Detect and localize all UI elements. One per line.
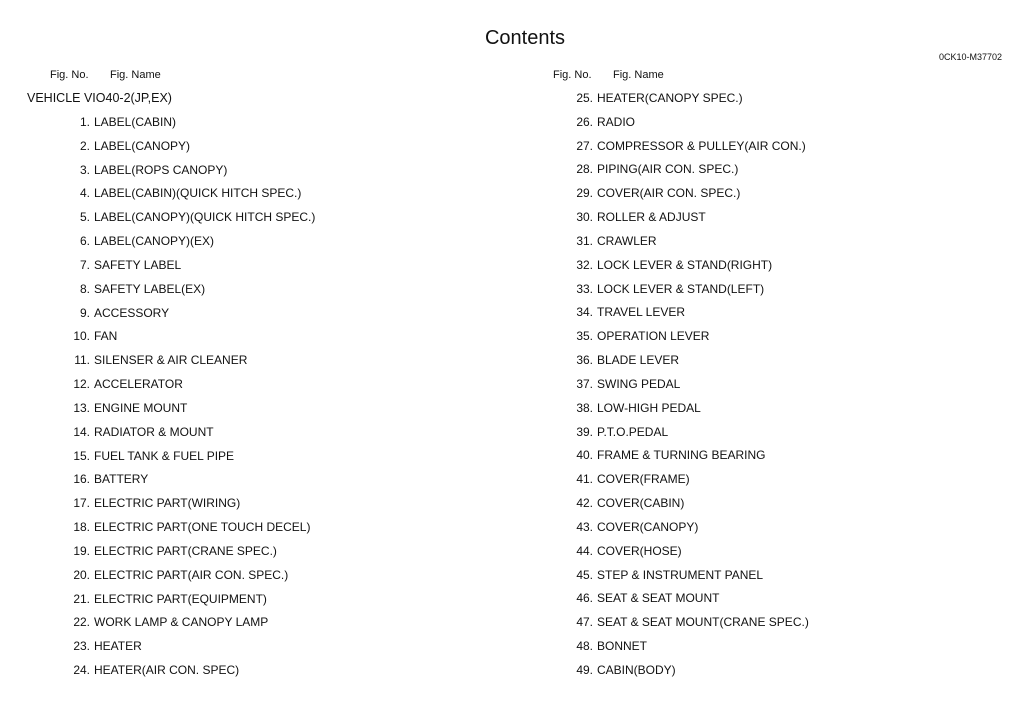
fig-number: 49. bbox=[576, 662, 593, 677]
fig-number: 5. bbox=[79, 210, 90, 225]
fig-number: 13. bbox=[73, 400, 90, 415]
fig-number: 9. bbox=[79, 305, 90, 320]
fig-number: 3. bbox=[79, 162, 90, 177]
fig-name: ENGINE MOUNT bbox=[94, 400, 188, 415]
contents-entry[interactable] bbox=[0, 185, 897, 201]
fig-number: 19. bbox=[73, 543, 90, 558]
fig-number: 10. bbox=[73, 329, 90, 344]
fig-number: 41. bbox=[576, 472, 593, 487]
contents-entry[interactable] bbox=[0, 447, 897, 463]
fig-number: 22. bbox=[73, 615, 90, 630]
fig-number: 46. bbox=[576, 591, 593, 606]
fig-number: 40. bbox=[576, 448, 593, 463]
fig-number: 47. bbox=[576, 615, 593, 630]
contents-entry[interactable] bbox=[0, 257, 897, 273]
fig-name: CRAWLER bbox=[597, 233, 657, 248]
fig-number: 27. bbox=[576, 138, 593, 153]
fig-name: ACCELERATOR bbox=[94, 377, 183, 392]
fig-number: 17. bbox=[73, 496, 90, 511]
contents-entry[interactable] bbox=[0, 376, 897, 392]
fig-number: 25. bbox=[576, 91, 593, 105]
fig-name: COVER(AIR CON. SPEC.) bbox=[597, 186, 741, 201]
fig-name: ROLLER & ADJUST bbox=[597, 210, 706, 225]
document-code: 0CK10-M37702 bbox=[939, 52, 1003, 62]
contents-entry[interactable] bbox=[0, 567, 897, 583]
contents-entry[interactable] bbox=[0, 424, 897, 440]
fig-name: SAFETY LABEL(EX) bbox=[94, 281, 206, 296]
fig-name: BONNET bbox=[597, 639, 648, 654]
fig-name: TRAVEL LEVER bbox=[597, 305, 686, 320]
contents-entry[interactable] bbox=[0, 471, 897, 487]
fig-name: LOW-HIGH PEDAL bbox=[597, 400, 701, 415]
contents-entry[interactable] bbox=[0, 90, 897, 106]
fig-name: COMPRESSOR & PULLEY(AIR CON.) bbox=[597, 138, 806, 153]
fig-name-header: Fig. Name bbox=[613, 69, 664, 81]
fig-number: 24. bbox=[73, 663, 90, 678]
contents-entry[interactable] bbox=[0, 638, 897, 654]
contents-entry[interactable] bbox=[0, 543, 897, 559]
fig-name: ELECTRIC PART(WIRING) bbox=[94, 496, 241, 511]
fig-name: FUEL TANK & FUEL PIPE bbox=[94, 448, 235, 463]
fig-name: SAFETY LABEL bbox=[94, 257, 182, 272]
contents-entry[interactable] bbox=[0, 233, 897, 249]
fig-number: 2. bbox=[79, 138, 90, 153]
fig-name: SEAT & SEAT MOUNT bbox=[597, 591, 720, 606]
fig-name: ELECTRIC PART(AIR CON. SPEC.) bbox=[94, 567, 289, 582]
fig-name: LABEL(CANOPY)(QUICK HITCH SPEC.) bbox=[94, 210, 316, 225]
fig-no-header: Fig. No. bbox=[50, 69, 89, 81]
fig-number: 33. bbox=[576, 281, 593, 296]
contents-entry[interactable] bbox=[0, 662, 897, 678]
fig-name: BATTERY bbox=[94, 472, 149, 487]
fig-number: 12. bbox=[73, 377, 90, 392]
fig-number: 28. bbox=[576, 162, 593, 177]
contents-entry[interactable] bbox=[0, 519, 897, 535]
fig-name: SEAT & SEAT MOUNT(CRANE SPEC.) bbox=[597, 615, 809, 630]
fig-number: 14. bbox=[73, 424, 90, 439]
fig-name: COVER(FRAME) bbox=[597, 472, 690, 487]
fig-number: 36. bbox=[576, 353, 593, 368]
fig-number: 4. bbox=[79, 186, 90, 201]
fig-number: 8. bbox=[79, 281, 90, 296]
fig-number: 39. bbox=[576, 424, 593, 439]
fig-number: 48. bbox=[576, 639, 593, 654]
fig-number: 29. bbox=[576, 186, 593, 201]
fig-number: 21. bbox=[73, 591, 90, 606]
contents-entry[interactable] bbox=[0, 352, 897, 368]
fig-name: LABEL(CANOPY) bbox=[94, 138, 191, 153]
fig-number: 18. bbox=[73, 520, 90, 535]
contents-entry[interactable] bbox=[0, 328, 897, 344]
fig-name: STEP & INSTRUMENT PANEL bbox=[597, 567, 764, 582]
fig-name: CABIN(BODY) bbox=[597, 662, 676, 677]
fig-number: 20. bbox=[73, 567, 90, 582]
fig-name: FRAME & TURNING BEARING bbox=[597, 448, 766, 463]
fig-name: PIPING(AIR CON. SPEC.) bbox=[597, 162, 739, 177]
fig-name: LABEL(CANOPY)(EX) bbox=[94, 234, 215, 249]
fig-name: COVER(HOSE) bbox=[597, 543, 682, 558]
fig-name: ELECTRIC PART(ONE TOUCH DECEL) bbox=[94, 520, 311, 535]
fig-name: HEATER(AIR CON. SPEC) bbox=[94, 663, 240, 678]
fig-name: COVER(CANOPY) bbox=[597, 519, 699, 534]
contents-entry[interactable] bbox=[0, 400, 897, 416]
fig-number: 1. bbox=[79, 115, 90, 129]
fig-name: LABEL(CABIN) bbox=[94, 115, 177, 129]
fig-number: 37. bbox=[576, 376, 593, 391]
contents-entry[interactable] bbox=[0, 161, 897, 177]
contents-entry[interactable] bbox=[0, 138, 897, 154]
fig-name: SWING PEDAL bbox=[597, 376, 681, 391]
fig-name: ACCESSORY bbox=[94, 305, 170, 320]
page-title: Contents bbox=[484, 27, 566, 49]
fig-name: ELECTRIC PART(CRANE SPEC.) bbox=[94, 543, 277, 558]
fig-number: 30. bbox=[576, 210, 593, 225]
fig-name: LOCK LEVER & STAND(RIGHT) bbox=[597, 257, 773, 272]
fig-number: 11. bbox=[74, 353, 90, 368]
contents-entry[interactable] bbox=[0, 281, 897, 297]
fig-name: LABEL(CABIN)(QUICK HITCH SPEC.) bbox=[94, 186, 302, 201]
fig-number: 35. bbox=[576, 329, 593, 344]
fig-name: FAN bbox=[94, 329, 118, 344]
fig-number: 38. bbox=[576, 400, 593, 415]
section-heading: VEHICLE VIO40-2(JP,EX) bbox=[27, 91, 172, 105]
fig-name: P.T.O.PEDAL bbox=[597, 424, 669, 439]
contents-entry[interactable] bbox=[0, 590, 897, 606]
fig-number: 34. bbox=[576, 305, 593, 320]
fig-name: SILENSER & AIR CLEANER bbox=[94, 353, 248, 368]
contents-entry[interactable] bbox=[0, 304, 897, 320]
contents-entry[interactable] bbox=[0, 114, 897, 130]
fig-name: OPERATION LEVER bbox=[597, 329, 710, 344]
fig-number: 16. bbox=[73, 472, 90, 487]
fig-number: 45. bbox=[576, 567, 593, 582]
fig-name: COVER(CABIN) bbox=[597, 496, 685, 511]
fig-number: 32. bbox=[576, 257, 593, 272]
fig-name: ELECTRIC PART(EQUIPMENT) bbox=[94, 591, 267, 606]
fig-number: 31. bbox=[576, 233, 593, 248]
contents-entry[interactable] bbox=[0, 614, 897, 630]
fig-no-header: Fig. No. bbox=[553, 69, 592, 81]
fig-number: 6. bbox=[79, 234, 90, 249]
fig-name: HEATER(CANOPY SPEC.) bbox=[597, 91, 743, 105]
contents-entry[interactable] bbox=[0, 209, 897, 225]
fig-name: LOCK LEVER & STAND(LEFT) bbox=[597, 281, 765, 296]
fig-name: WORK LAMP & CANOPY LAMP bbox=[94, 615, 269, 630]
fig-number: 15. bbox=[73, 448, 90, 463]
fig-name: HEATER bbox=[94, 639, 142, 654]
fig-name: LABEL(ROPS CANOPY) bbox=[94, 162, 228, 177]
fig-name: RADIATOR & MOUNT bbox=[94, 424, 214, 439]
fig-number: 42. bbox=[576, 496, 593, 511]
fig-number: 43. bbox=[576, 519, 593, 534]
fig-number: 44. bbox=[576, 543, 593, 558]
contents-entry[interactable] bbox=[0, 495, 897, 511]
fig-number: 23. bbox=[73, 639, 90, 654]
fig-name: RADIO bbox=[597, 114, 636, 129]
fig-number: 26. bbox=[576, 114, 593, 129]
fig-name-header: Fig. Name bbox=[110, 69, 161, 81]
fig-name: BLADE LEVER bbox=[597, 353, 680, 368]
fig-number: 7. bbox=[79, 257, 90, 272]
